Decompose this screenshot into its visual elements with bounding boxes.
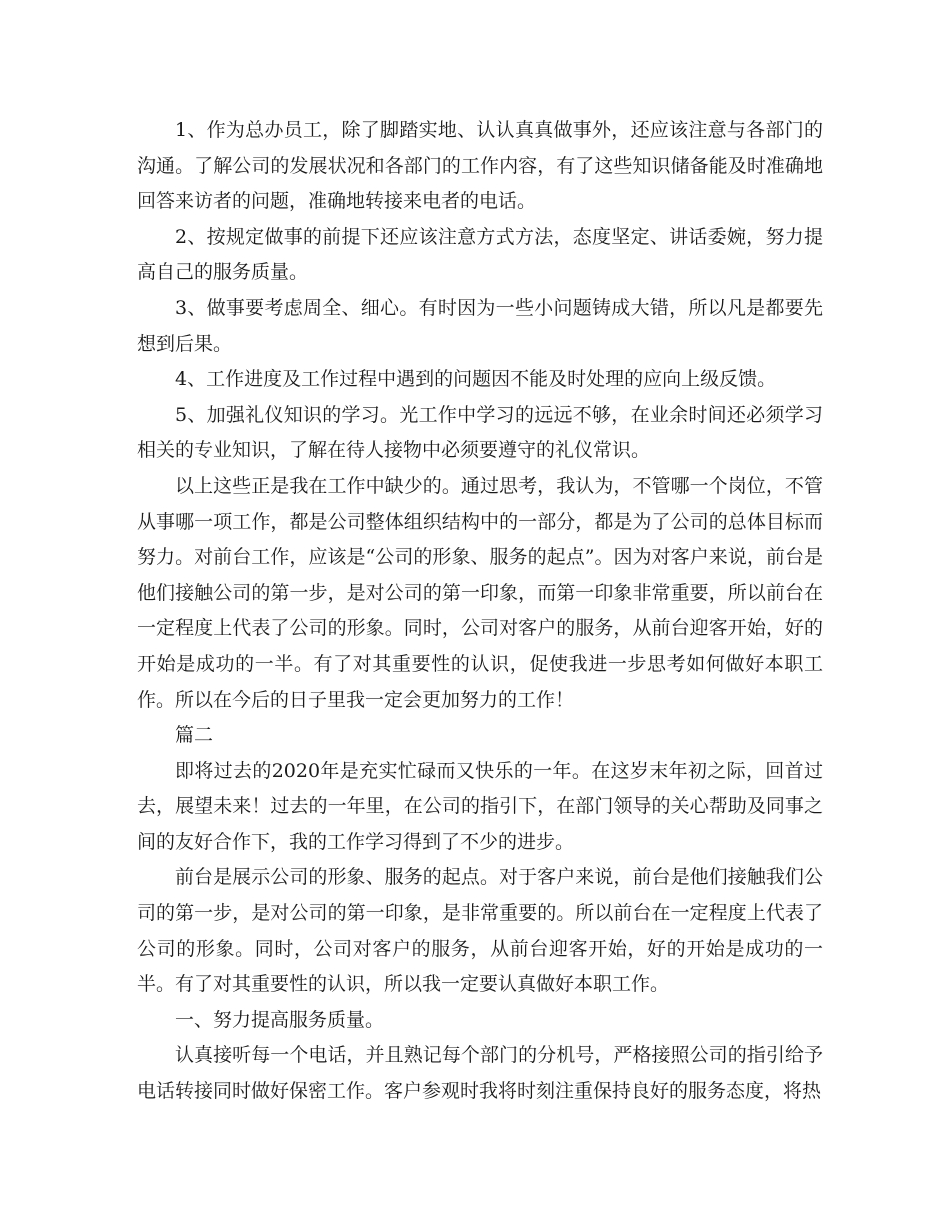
paragraph-item-1: 1、作为总办员工，除了脚踏实地、认认真真做事外，还应该注意与各部门的沟通。了解公司的发展状况和各部门的工作内容，有了这些知识储备能及时准确地回答来访者的问题，准确地转接来电者的电话。 <box>137 119 823 213</box>
paragraph-item-2: 2、按规定做事的前提下还应该注意方式方法，态度坚定、讲话委婉，努力提高自己的服务质量。 <box>137 225 823 284</box>
paragraph-item-3: 3、做事要考虑周全、细心。有时因为一些小问题铸成大错，所以凡是都要先想到后果。 <box>137 296 823 355</box>
paragraph-year-review: 即将过去的2020年是充实忙碌而又快乐的一年。在这岁末年初之际，回首过去，展望未来！过去的一年里，在公司的指引下，在部门领导的关心帮助及同事之间的友好合作下，我的工作学习得到了不少的进步。 <box>137 759 823 853</box>
section-heading-part-two: 篇二 <box>175 724 214 747</box>
paragraph-item-5: 5、加强礼仪知识的学习。光工作中学习的远远不够，在业余时间还必须学习相关的专业知识，了解在待人接物中必须要遵守的礼仪常识。 <box>137 403 823 462</box>
paragraph-item-4: 4、工作进度及工作过程中遇到的问题因不能及时处理的应向上级反馈。 <box>175 368 777 391</box>
document-body <box>137 113 823 1110</box>
paragraph-phone-duties: 认真接听每一个电话，并且熟记每个部门的分机号，严格接照公司的指引给予电话转接同时做好保密工作。客户参观时我将时刻注重保持良好的服务态度，将热 <box>137 1044 823 1103</box>
subheading-service-quality: 一、努力提高服务质量。 <box>175 1008 385 1031</box>
paragraph-summary: 以上这些正是我在工作中缺少的。通过思考，我认为，不管哪一个岗位，不管从事哪一项工作，都是公司整体组织结构中的一部分，都是为了公司的总体目标而努力。对前台工作，应该是“公司的形象、服务的起点”。因为对客户来说，前台是他们接触公司的第一步，是对公司的第一印象，而第一印象非常重要，所以前台在一定程度上代表了公司的形象。同时，公司对客户的服务，从前台迎客开始，好的开始是成功的一半。有了对其重要性的认识，促使我进一步思考如何做好本职工作。所以在今后的日子里我一定会更加努力的工作！ <box>137 474 823 711</box>
paragraph-front-desk: 前台是展示公司的形象、服务的起点。对于客户来说，前台是他们接触我们公司的第一步，是对公司的第一印象，是非常重要的。所以前台在一定程度上代表了公司的形象。同时，公司对客户的服务，从前台迎客开始，好的开始是成功的一半。有了对其重要性的认识，所以我一定要认真做好本职工作。 <box>137 866 823 996</box>
